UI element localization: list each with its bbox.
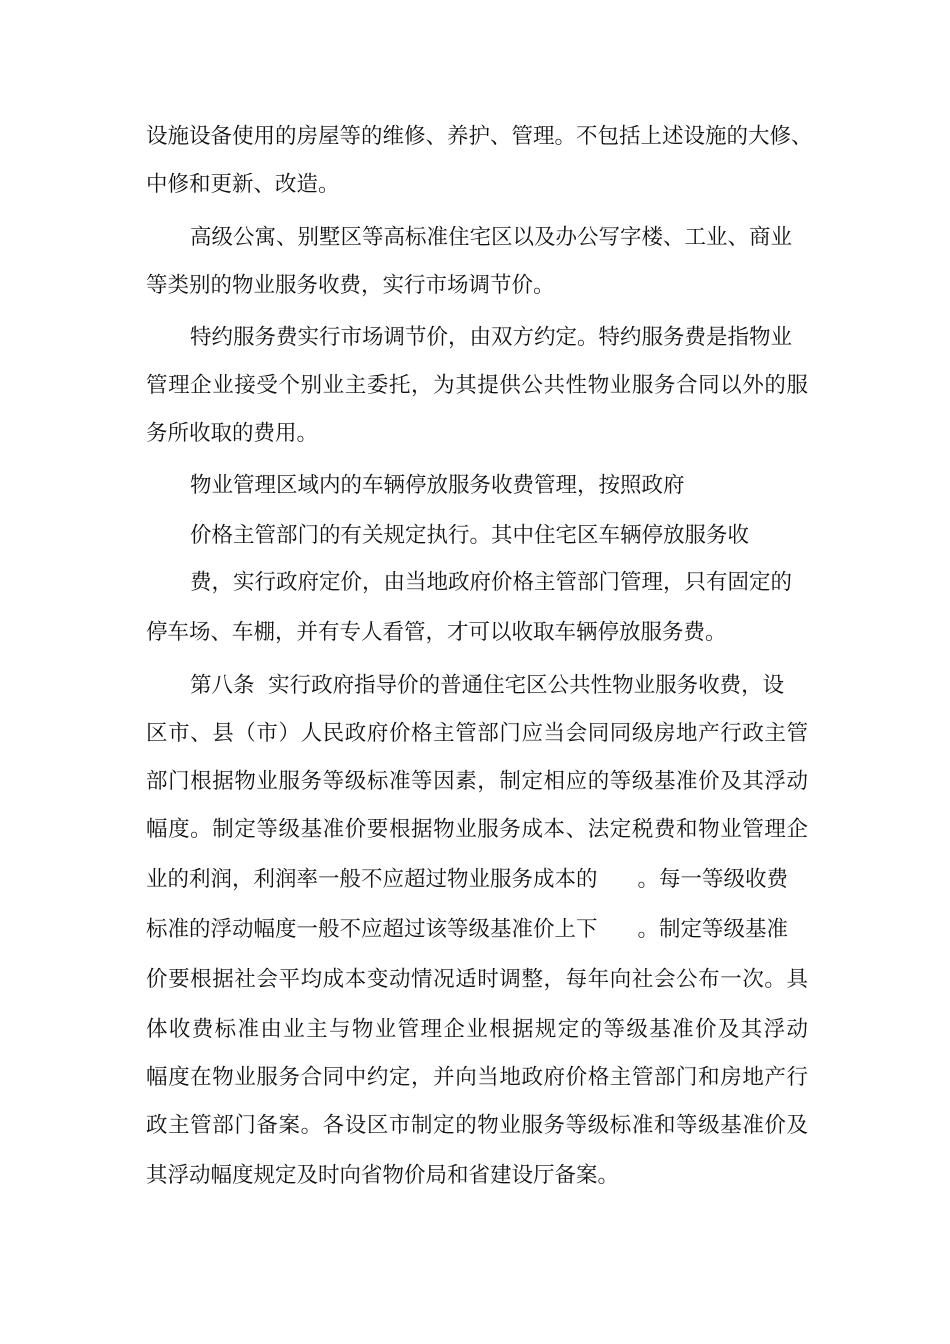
text-line: 管理企业接受个别业主委托，为其提供公共性物业服务合同以外的服: [146, 373, 808, 398]
text-segment: 。制定等级基准: [637, 917, 789, 942]
text-line: 等类别的物业服务收费，实行市场调节价。: [146, 273, 555, 298]
text-line: 体收费标准由业主与物业管理企业根据规定的等级基准价及其浮动: [146, 1017, 808, 1042]
text-line: 政主管部门备案。各设区市制定的物业服务等级标准和等级基准价及: [146, 1113, 808, 1138]
text-segment: 标准的浮动幅度一般不应超过该等级基准价上下: [146, 917, 598, 942]
text-line: 停车场、车棚，并有专人看管，才可以收取车辆停放服务费。: [146, 620, 727, 645]
text-line: 幅度在物业服务合同中约定，并向当地政府价格主管部门和房地产行: [146, 1065, 808, 1090]
text-line: 其浮动幅度规定及时向省物价局和省建设厅备案。: [146, 1163, 620, 1188]
text-line: 中修和更新、改造。: [146, 172, 340, 197]
text-line: 务所收取的费用。: [146, 421, 319, 446]
text-line: 价要根据社会平均成本变动情况适时调整，每年向社会公布一次。具: [146, 967, 808, 992]
text-line: 设施设备使用的房屋等的维修、养护、管理。不包括上述设施的大修、: [146, 124, 813, 149]
text-line: [146, 910, 788, 950]
text-line: 物业管理区域内的车辆停放服务收费管理，按照政府: [190, 473, 685, 498]
text-line: 部门根据物业服务等级标准等因素，制定相应的等级基准价及其浮动: [146, 769, 808, 794]
text-line: 第八条 实行政府指导价的普通住宅区公共性物业服务收费，设: [190, 673, 785, 698]
text-segment: 业的利润，利润率一般不应超过物业服务成本的: [146, 867, 598, 892]
text-line: [146, 860, 788, 900]
text-line: 特约服务费实行市场调节价，由双方约定。特约服务费是指物业: [190, 325, 793, 350]
text-line: 幅度。制定等级基准价要根据物业服务成本、法定税费和物业管理企: [146, 817, 808, 842]
text-line: 费，实行政府定价，由当地政府价格主管部门管理，只有固定的: [190, 570, 793, 595]
text-line: 高级公寓、别墅区等高标准住宅区以及办公写字楼、工业、商业: [190, 225, 793, 250]
text-line: 区市、县（市）人民政府价格主管部门应当会同同级房地产行政主管: [146, 721, 808, 746]
text-line: 价格主管部门的有关规定执行。其中住宅区车辆停放服务收: [190, 523, 750, 548]
text-segment: 。每一等级收费: [637, 867, 789, 892]
